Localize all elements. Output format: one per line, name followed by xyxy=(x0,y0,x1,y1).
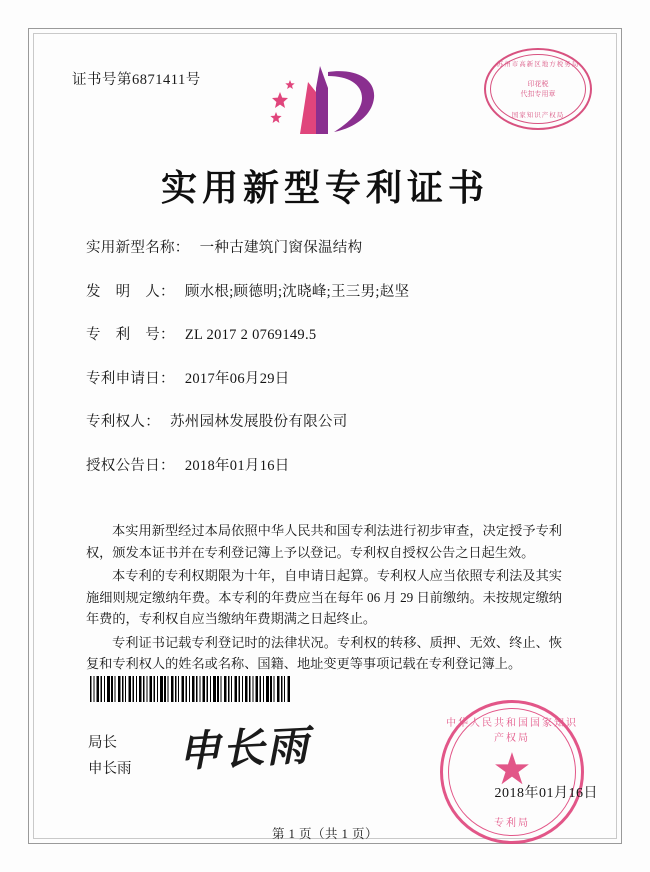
signature-title-line1: 局长 xyxy=(88,735,117,751)
field-value: 2017年06月29日 xyxy=(184,370,290,387)
field-inventors xyxy=(86,280,566,301)
seal-date: 2018年01月16日 xyxy=(494,786,598,801)
body-text xyxy=(86,520,562,677)
tax-stamp-arc-top: 苏州市高新区地方税务局 xyxy=(496,61,580,68)
field-value: 一种古建筑门窗保温结构 xyxy=(199,240,363,256)
field-label: 发 明 人： xyxy=(86,283,175,300)
field-application-date xyxy=(86,367,566,388)
page-title: 实用新型专利证书 xyxy=(160,168,489,208)
patent-barcode xyxy=(90,676,290,702)
signature-title-line2: 申长雨 xyxy=(88,761,132,777)
field-label: 实用新型名称： xyxy=(86,240,190,256)
certificate-number: 证书号第6871411号 xyxy=(72,72,201,88)
body-paragraph-3: 专利证书记载专利登记时的法律状况。专利权的转移、质押、无效、终止、恢复和专利权人的姓名或名称、国籍、地址变更等事项记载在专利登记簿上。 xyxy=(86,634,562,671)
tax-stamp-oval xyxy=(484,48,592,130)
field-grant-date xyxy=(86,454,566,475)
field-value: 苏州园林发展股份有限公司 xyxy=(170,414,348,430)
seal-star-icon: ★ xyxy=(492,744,532,794)
handwritten-signature: 申长雨 xyxy=(177,723,312,777)
official-seal xyxy=(440,700,584,844)
field-label: 专利申请日： xyxy=(86,370,175,387)
seal-top-text: 中华人民共和国国家知识产权局 xyxy=(446,718,578,744)
field-value: ZL 2017 2 0769149.5 xyxy=(184,327,317,343)
field-patent-number xyxy=(86,323,566,344)
field-utility-model-name xyxy=(86,236,566,257)
page-footer: 第 1 页（共 1 页） xyxy=(271,827,378,841)
body-paragraph-2: 本专利的专利权期限为十年，自申请日起算。专利权人应当依照专利法及其实施细则规定缴纳年费。本专利的年费应当在每年 06 月 29 日前缴纳。未按规定缴纳年费的，专利权自应当缴纳年费期满之日起终止。 xyxy=(86,568,562,626)
field-value: 顾水根;顾德明;沈晓峰;王三男;赵坚 xyxy=(184,283,410,300)
tax-stamp-middle: 印花税 代扣专用章 xyxy=(520,80,556,98)
body-paragraph-1: 本实用新型经过本局依照中华人民共和国专利法进行初步审查，决定授予专利权，颁发本证书并在专利登记簿上予以登记。专利权自授权公告之日起生效。 xyxy=(86,523,562,560)
seal-bottom-text: 专利局 xyxy=(494,818,530,829)
field-label: 授权公告日： xyxy=(86,457,175,474)
field-patentee xyxy=(86,410,566,431)
tax-stamp-arc-bottom: 国家知识产权局 xyxy=(511,112,565,119)
field-label: 专 利 号： xyxy=(86,327,175,343)
signature-title xyxy=(88,730,132,782)
field-label: 专利权人： xyxy=(86,414,160,430)
field-list xyxy=(86,236,566,497)
field-value: 2018年01月16日 xyxy=(184,457,290,474)
patent-office-logo xyxy=(250,62,400,140)
